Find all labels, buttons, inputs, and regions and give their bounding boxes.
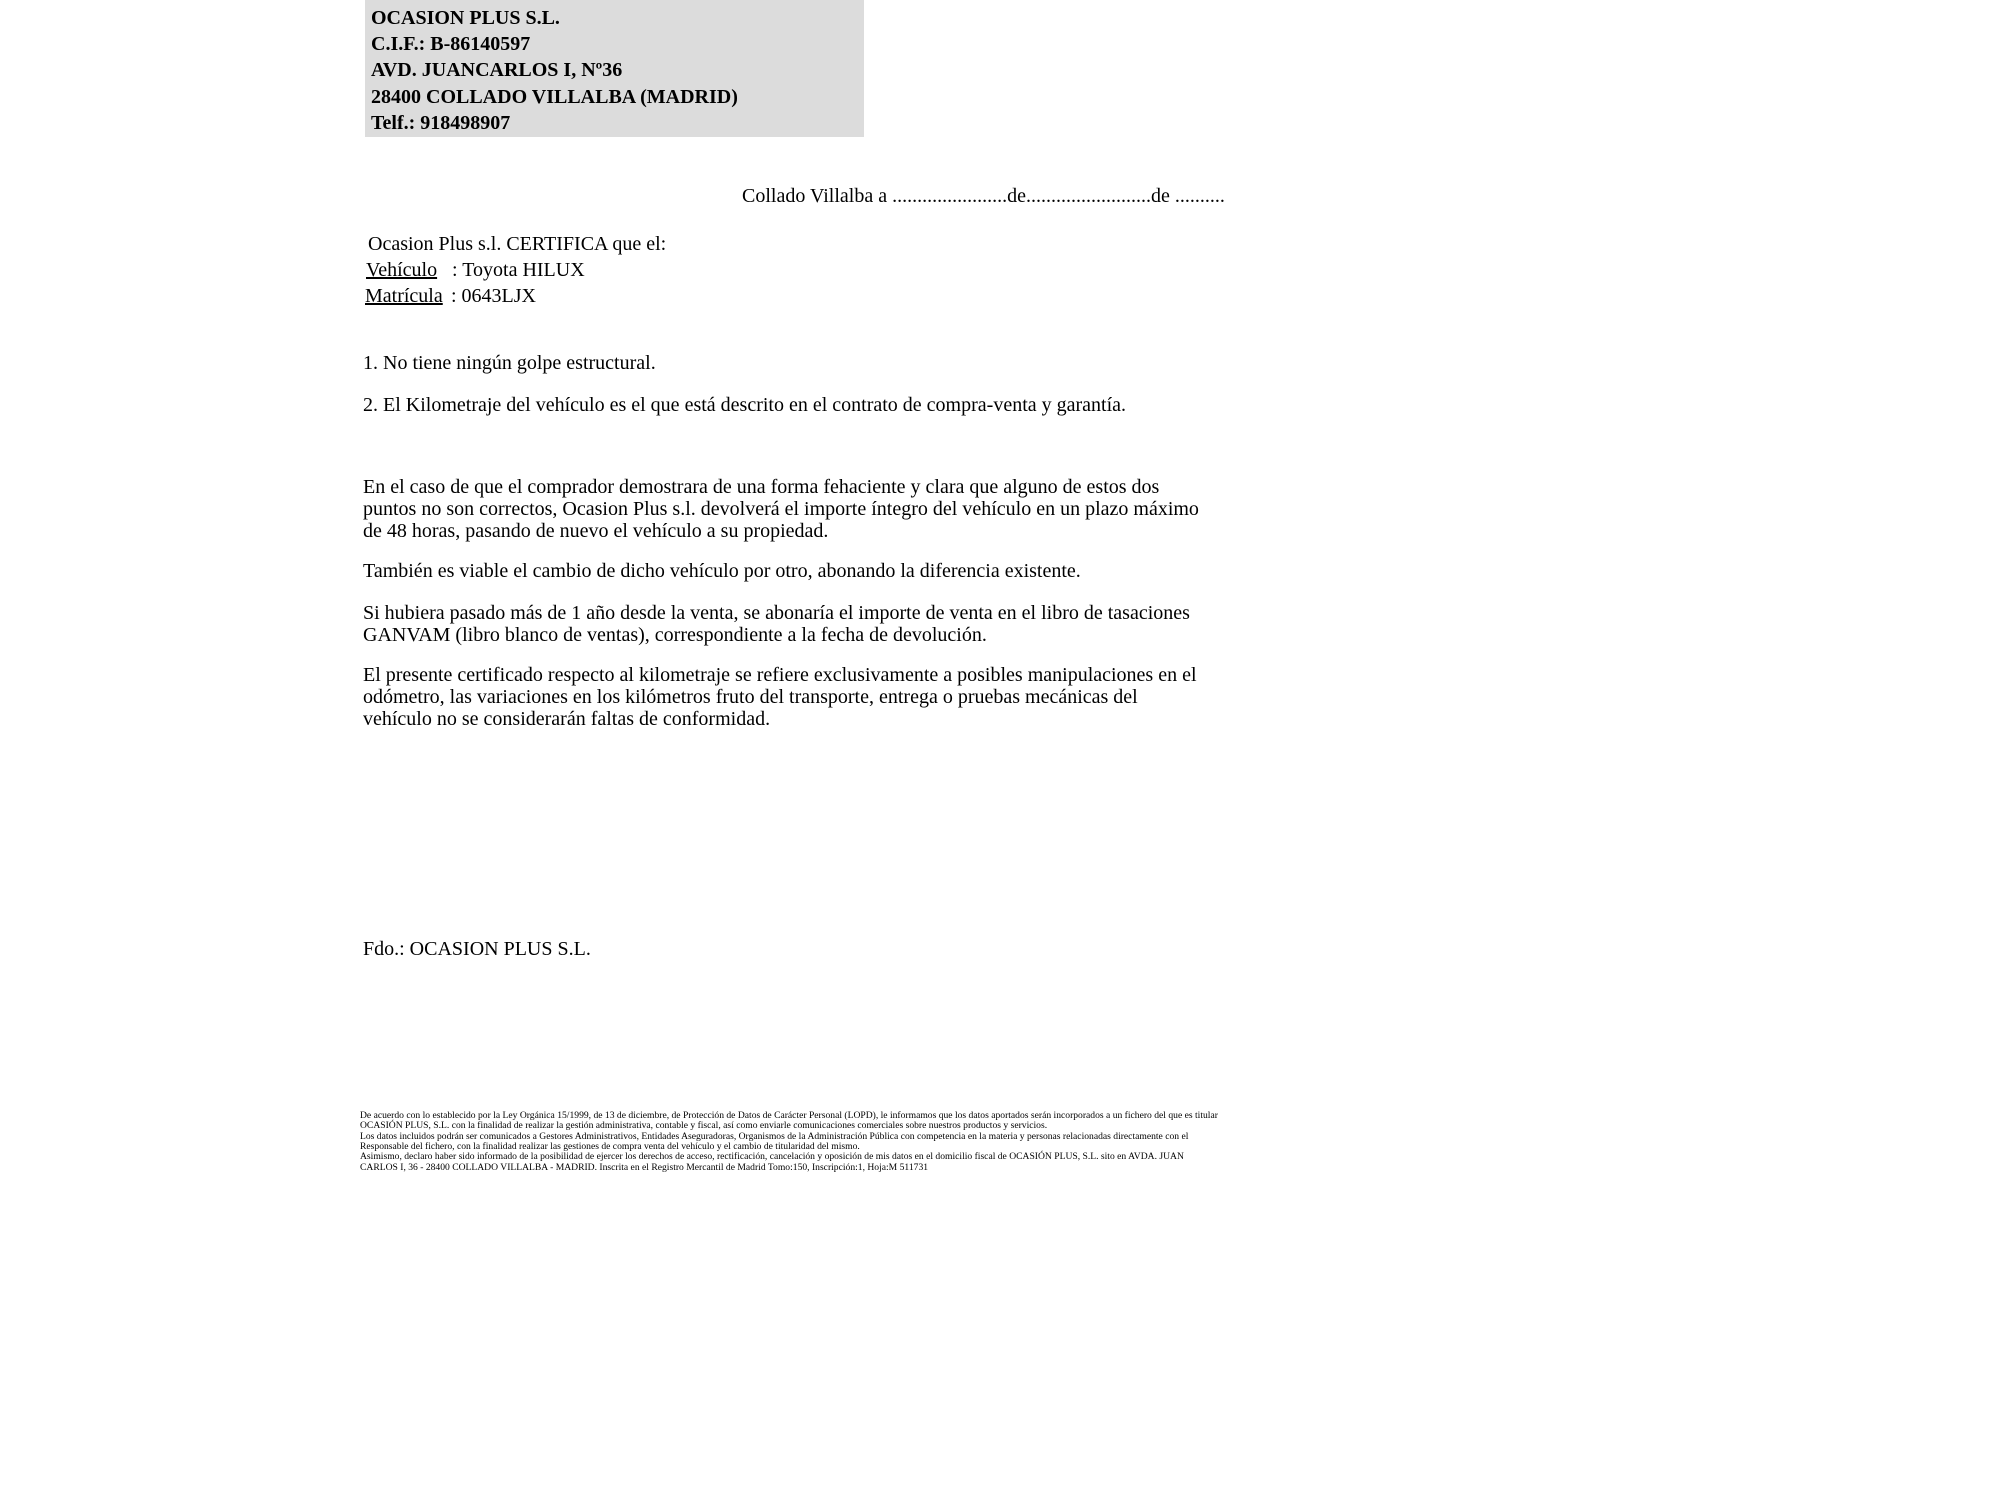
company-cif: C.I.F.: B-86140597 [371,33,531,56]
company-name: OCASION PLUS S.L. [371,7,560,29]
legal-line: Responsable del fichero, con la finalidad realizar las gestiones de compra venta del vehículo y el cambio de titularidad del mismo. [360,1141,860,1153]
legal-line: Los datos incluidos podrán ser comunicados a Gestores Administrativos, Entidades Aseguradoras, Organismos de la Administración Pública con competencia en la materia y personas relacionadas directamente con el [360,1130,1189,1142]
paragraph-exchange: También es viable el cambio de dicho vehículo por otro, abonando la diferencia existente. [363,560,1081,582]
company-city: 28400 COLLADO VILLALBA (MADRID) [371,85,738,108]
signature-line: Fdo.: OCASION PLUS S.L. [363,938,591,960]
certified-point-2: 2. El Kilometraje del vehículo es el que está descrito en el contrato de compra-venta y garantía. [363,394,1127,416]
plate-field [365,285,536,308]
legal-line: Asimismo, declaro haber sido informado de la posibilidad de ejercer los derechos de acceso, rectificación, cancelación y oposición de mis datos en el domicilio fiscal de OCASIÓN PLUS, S.L. sito en AVDA. JUAN [360,1151,1184,1163]
date-line: Collado Villalba a .......................de.........................de .......... [742,185,1225,207]
legal-line: De acuerdo con lo establecido por la Ley Orgánica 15/1999, de 13 de diciembre, de Protección de Datos de Carácter Personal (LOPD), le informamos que los datos aportados serán incorporados a un fichero del que es titular [360,1110,1218,1121]
certifies-line: Ocasion Plus s.l. CERTIFICA que el: [368,233,667,255]
vehicle-value: : Toyota HILUX [452,259,585,281]
paragraph-ganvam: Si hubiera pasado más de 1 año desde la venta, se abonaría el importe de venta en el libro de tasaciones GANVAM (libro blanco de ventas), correspondiente a la fecha de devolución. [363,602,1190,646]
legal-line: CARLOS I, 36 - 28400 COLLADO VILLALBA - MADRID. Inscrita en el Registro Mercantil de Madrid Tomo:150, Inscripción:1, Hoja:M 511731 [360,1161,929,1173]
paragraph-odometer: El presente certificado respecto al kilometraje se refiere exclusivamente a posibles manipulaciones en el odómetro, las variaciones en los kilómetros fruto del transporte, entrega o pruebas mecánicas del vehículo no se considerarán faltas de conformidad. [363,664,1197,730]
plate-label: Matrícula [365,285,443,307]
certified-point-1: 1. No tiene ningún golpe estructural. [363,352,656,374]
company-address: AVD. JUANCARLOS I, Nº36 [371,59,623,82]
paragraph-refund: En el caso de que el comprador demostrara de una forma fehaciente y clara que alguno de estos dos puntos no son correctos, Ocasion Plus s.l. devolverá el importe íntegro del vehículo en un plazo máximo de 48 horas, pasando de nuevo el vehículo a su propiedad. [363,476,1199,542]
legal-line: OCASIÓN PLUS, S.L. con la finalidad de realizar la gestión administrativa, contable y fiscal, así como enviarle comunicaciones comerciales sobre nuestros productos y servicios. [360,1120,1048,1132]
vehicle-label: Vehículo [366,259,438,281]
legal-notice-block [360,1111,1218,1173]
company-header-block [365,0,864,137]
plate-value: : 0643LJX [451,285,536,307]
company-phone: Telf.: 918498907 [371,111,511,134]
vehicle-field [366,259,585,282]
